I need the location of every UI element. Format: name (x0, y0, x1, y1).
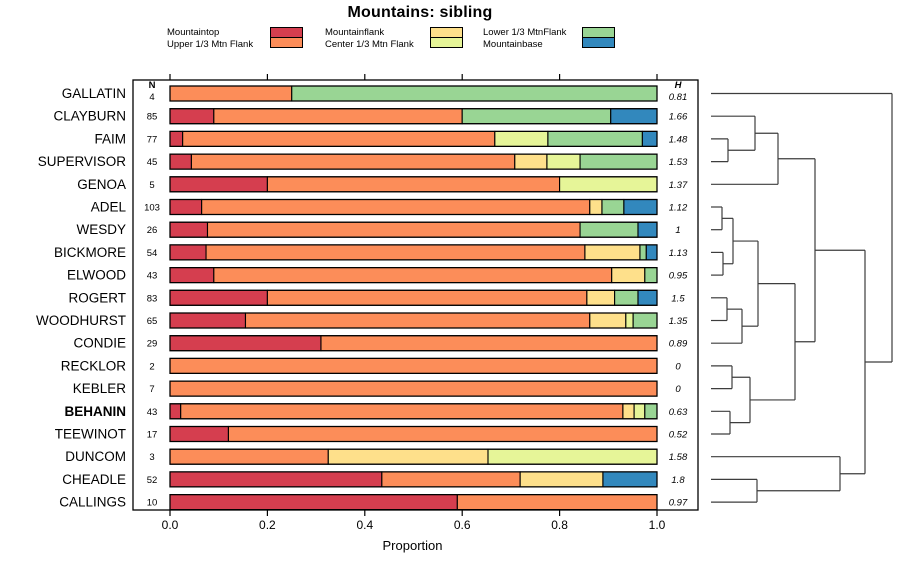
n-value: 5 (149, 179, 155, 191)
row-label-bickmore: BICKMORE (53, 244, 126, 260)
h-value: 1.53 (668, 157, 688, 169)
bar-segment-duncom-flank (328, 449, 488, 464)
bar-segment-teewinot-mountaintop (170, 427, 228, 442)
bar-segment-rogert-mountaintop (170, 290, 267, 305)
bar-segment-wesdy-base (638, 222, 657, 237)
h-value: 1.66 (668, 111, 688, 123)
bar-segment-gallatin-upper (170, 86, 292, 101)
row-label-elwood: ELWOOD (66, 267, 126, 283)
x-axis-tick-label: 0.8 (551, 518, 568, 532)
h-value: 0.95 (668, 270, 688, 282)
n-value: 65 (146, 316, 158, 327)
bar-segment-wesdy-lower (580, 222, 638, 237)
row-label-wesdy: WESDY (76, 222, 126, 238)
h-value: 1.37 (668, 179, 688, 191)
row-label-gallatin: GALLATIN (61, 86, 126, 101)
n-value: 2 (149, 361, 155, 373)
bar-segment-behanin-center (634, 404, 645, 419)
bar-segment-supervisor-lower (580, 154, 657, 169)
bar-segment-woodhurst-mountaintop (170, 313, 245, 328)
bar-segment-duncom-upper (170, 449, 328, 464)
bar-segment-duncom-center (488, 449, 657, 464)
bar-segment-woodhurst-lower (633, 313, 657, 328)
legend-label-lower-flank: Lower 1/3 MtnFlank (483, 27, 567, 38)
bar-segment-woodhurst-upper (245, 313, 589, 328)
n-value: 52 (146, 474, 158, 486)
bar-segment-recklor-upper (170, 358, 657, 373)
bar-segment-kebler-upper (170, 381, 657, 396)
row-label-rogert: ROGERT (68, 290, 126, 306)
bar-segment-adel-base (624, 200, 657, 215)
n-value: 43 (146, 270, 158, 282)
bar-segment-behanin-lower (645, 404, 657, 419)
bar-segment-cheadle-mountaintop (170, 472, 382, 487)
n-value: 29 (146, 338, 158, 350)
h-value: 1.12 (668, 202, 688, 214)
bar-segment-genoa-center (560, 177, 657, 192)
bar-segment-supervisor-center (547, 154, 580, 169)
bar-segment-callings-mountaintop (170, 495, 457, 510)
bar-segment-faim-upper (183, 131, 495, 146)
row-label-woodhurst: WOODHURST (36, 313, 126, 328)
bar-segment-clayburn-lower (462, 109, 611, 124)
bar-segment-rogert-flank (587, 290, 615, 305)
bar-segment-faim-mountaintop (170, 131, 183, 146)
legend-label-mountainbase: Mountainbase (483, 38, 543, 50)
h-value: 1.48 (668, 134, 688, 146)
x-axis-tick-label: 0.0 (161, 518, 179, 532)
bar-segment-supervisor-upper (191, 154, 514, 169)
bar-segment-gallatin-lower (292, 86, 657, 101)
bar-segment-rogert-base (638, 290, 657, 305)
legend-label-mountainflank: Mountainflank (325, 27, 385, 38)
h-value: 1.8 (671, 474, 685, 486)
bar-segment-adel-lower (602, 200, 624, 215)
bar-segment-rogert-lower (615, 290, 638, 305)
h-value: 0.52 (668, 429, 688, 441)
bar-segment-adel-mountaintop (170, 200, 202, 215)
bar-segment-faim-center (495, 131, 548, 146)
bar-segment-condie-upper (321, 336, 657, 351)
x-axis-title: Proportion (382, 538, 443, 553)
bar-segment-woodhurst-flank (590, 313, 626, 328)
legend-label-upper-flank: Upper 1/3 Mtn Flank (167, 38, 254, 50)
row-label-callings: CALLINGS (59, 494, 126, 510)
chart-title: Mountains: sibling (347, 4, 493, 21)
n-value: 45 (146, 157, 158, 169)
bar-segment-wesdy-mountaintop (170, 222, 207, 237)
row-label-clayburn: CLAYBURN (53, 108, 126, 124)
bar-segment-elwood-flank (612, 268, 645, 283)
bar-segment-elwood-upper (214, 268, 612, 283)
h-value: 0.89 (668, 338, 688, 350)
n-value: 43 (146, 406, 158, 418)
h-value: 0 (675, 361, 681, 373)
n-value: 103 (144, 202, 160, 214)
bar-segment-genoa-mountaintop (170, 177, 267, 192)
bar-segment-bickmore-flank (585, 245, 640, 260)
bar-segment-bickmore-lower (640, 245, 646, 260)
bar-segment-adel-upper (202, 200, 590, 215)
legend-label-mountaintop: Mountaintop (167, 27, 220, 38)
bar-segment-behanin-flank (623, 404, 634, 419)
row-label-kebler: KEBLER (72, 381, 126, 397)
x-axis-tick-label: 0.6 (453, 518, 471, 532)
bar-segment-elwood-mountaintop (170, 268, 214, 283)
bar-segment-clayburn-upper (214, 109, 462, 124)
bar-segment-adel-flank (590, 200, 602, 215)
bar-segment-cheadle-base (603, 472, 657, 487)
bar-segment-callings-upper (457, 495, 657, 510)
legend-label-center-flank: Center 1/3 Mtn Flank (325, 38, 414, 50)
bar-segment-faim-base (642, 131, 657, 146)
n-value: 83 (146, 293, 158, 305)
n-column-header: N (148, 80, 156, 91)
bar-segment-bickmore-mountaintop (170, 245, 206, 260)
bar-segment-rogert-upper (267, 290, 586, 305)
n-value: 54 (146, 247, 158, 259)
bar-segment-woodhurst-center (626, 313, 633, 328)
bar-segment-clayburn-mountaintop (170, 109, 214, 124)
n-value: 17 (146, 429, 158, 441)
n-value: 85 (146, 111, 158, 123)
h-value: 0.81 (668, 92, 688, 103)
h-column-header: H (674, 80, 682, 91)
row-label-supervisor: SUPERVISOR (37, 154, 126, 170)
row-label-genoa: GENOA (77, 176, 126, 192)
row-label-duncom: DUNCOM (65, 449, 126, 465)
n-value: 26 (146, 225, 158, 237)
bar-segment-teewinot-upper (228, 427, 657, 442)
n-value: 10 (146, 497, 158, 509)
x-axis-tick-label: 1.0 (648, 518, 666, 532)
h-value: 1.5 (671, 293, 685, 305)
h-value: 1.58 (668, 452, 688, 464)
n-value: 7 (149, 384, 155, 396)
bar-segment-behanin-mountaintop (170, 404, 181, 419)
bar-segment-faim-lower (548, 131, 642, 146)
bar-segment-clayburn-base (611, 109, 657, 124)
bar-segment-supervisor-flank (515, 154, 547, 169)
row-label-recklor: RECKLOR (60, 358, 126, 374)
row-label-behanin: BEHANIN (64, 403, 126, 419)
h-value: 1 (675, 225, 681, 237)
n-value: 4 (149, 92, 155, 103)
row-label-condie: CONDIE (73, 335, 126, 351)
h-value: 0.97 (668, 497, 688, 509)
bar-segment-behanin-upper (181, 404, 623, 419)
h-value: 0 (675, 384, 681, 396)
h-value: 0.63 (668, 406, 688, 418)
n-value: 3 (149, 452, 155, 464)
row-label-faim: FAIM (94, 131, 126, 147)
x-axis-tick-label: 0.4 (356, 518, 374, 532)
bar-segment-cheadle-flank (520, 472, 603, 487)
bar-segment-bickmore-base (646, 245, 657, 260)
bar-segment-cheadle-upper (382, 472, 520, 487)
x-axis-tick-label: 0.2 (259, 518, 276, 532)
row-label-adel: ADEL (90, 199, 126, 215)
bar-segment-genoa-upper (267, 177, 559, 192)
bar-segment-wesdy-upper (207, 222, 580, 237)
h-value: 1.35 (668, 316, 688, 327)
h-value: 1.13 (668, 247, 688, 259)
row-label-cheadle: CHEADLE (62, 471, 126, 487)
bar-segment-elwood-lower (645, 268, 657, 283)
n-value: 77 (146, 134, 158, 146)
row-label-teewinot: TEEWINOT (54, 426, 126, 442)
bar-segment-supervisor-mountaintop (170, 154, 191, 169)
bar-segment-condie-mountaintop (170, 336, 321, 351)
bar-segment-bickmore-upper (206, 245, 585, 260)
